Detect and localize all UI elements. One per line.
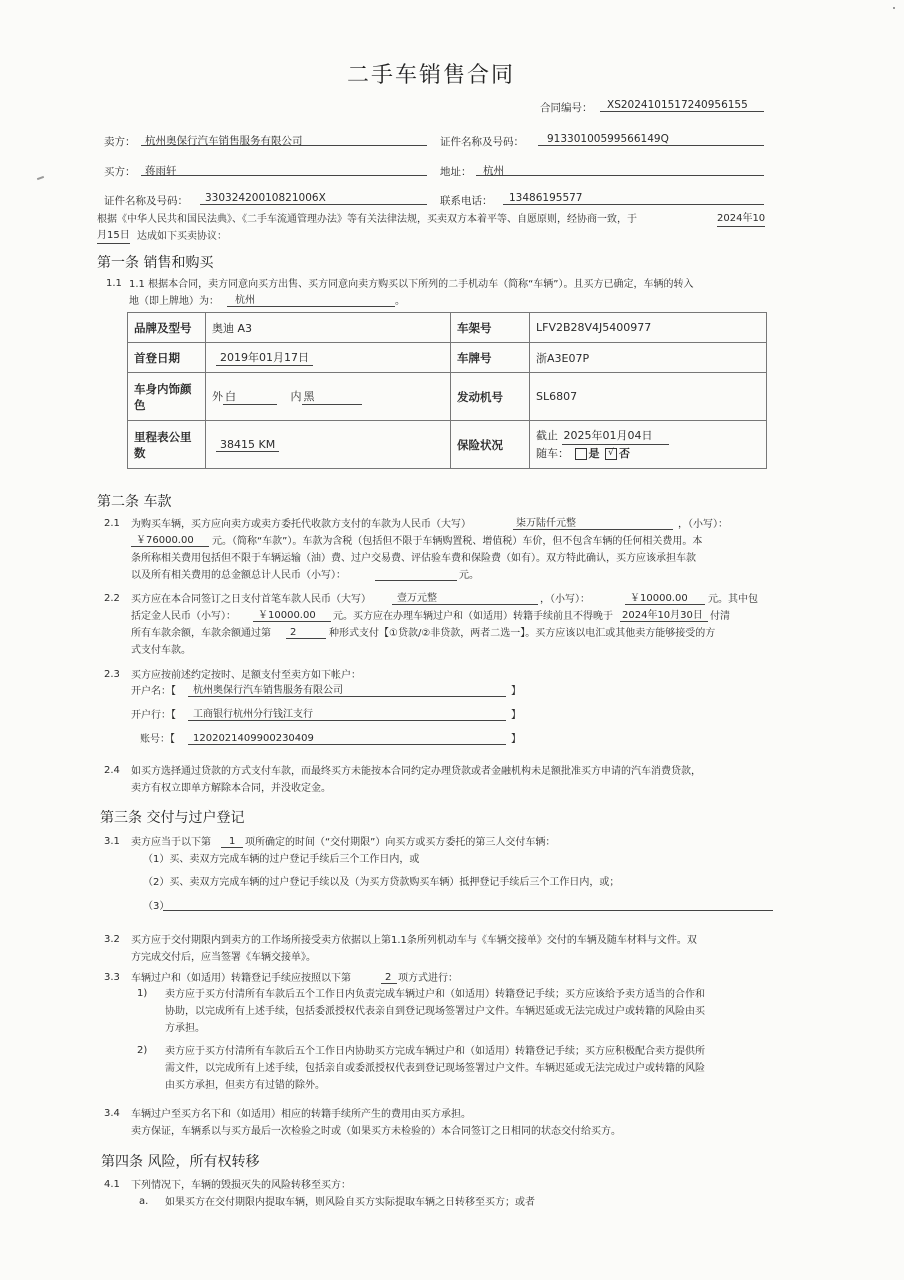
clause-3-3-item-1-text-c: 方承担。: [165, 1023, 205, 1034]
clause-3-1-text-a: 卖方应当于以下第: [131, 837, 211, 848]
clause-2-1-number: 2.1: [104, 518, 120, 529]
clause-3-1-text-c: 项所确定的时间（“交付期限”）向买方或买方委托的第三人交付车辆：: [245, 837, 556, 848]
clause-2-1-text-h: 元。: [459, 570, 479, 581]
clause-1-1-text-a: 1.1 根据本合同，卖方同意向买方出售、买方同意向卖方购买以下所列的二手机动车（简称“车辆”）。且买方已确定，车辆的转入: [129, 279, 694, 290]
clause-3-3-item-2-text-b: 需文件，以完成所有上述手续，包括亲自或委派授权代表到登记现场签署过户文件。车辆迟延或无法完成过户或转籍的风险: [165, 1063, 705, 1074]
insurance-until-label: 截止: [536, 429, 558, 442]
buyer-name: 蒋雨轩: [145, 165, 177, 177]
account-name-value: 杭州奥保行汽车销售服务有限公司: [193, 685, 343, 696]
intro-text-2: 达成如下买卖协议：: [137, 231, 227, 242]
account-name-label: 开户名：【: [131, 686, 176, 697]
clause-4-1-number: 4.1: [104, 1179, 120, 1190]
clause-2-1-text-a: 为购买车辆，买方应向卖方或卖方委托代收款方支付的车款为人民币（大写）: [131, 519, 471, 530]
buyer-id-value: 33032420010821006X: [205, 192, 326, 204]
vin-label: 车架号: [451, 313, 530, 343]
clause-3-3-text-c: 项方式进行：: [398, 973, 458, 984]
engine-label: 发动机号: [451, 373, 530, 421]
clause-2-1-text-f: 条所称相关费用包括但不限于车辆运输（油）费、过户交易费、评估验车费和保险费（如有）。双方特此确认，买方应该承担车款: [131, 553, 696, 564]
clause-3-3-item-2-number: 2): [137, 1045, 148, 1056]
insurance-yes-checkbox: [575, 448, 587, 460]
buyer-id-label: 证件名称及号码：: [104, 195, 188, 207]
color-cell: [206, 373, 451, 421]
buyer-label: 买方：: [104, 166, 136, 178]
clause-2-2-text-c: ，（小写）：: [540, 594, 590, 605]
article-4-title: 第四条 风险，所有权转移: [101, 1154, 260, 1170]
seller-id-value: 91330100599566149Q: [547, 133, 669, 145]
color-out-label: 外: [212, 390, 223, 403]
intro-date-1: 2024年10: [717, 211, 765, 227]
clause-2-1-amount-words: 柒万陆仟元整: [516, 518, 576, 529]
reg-date-value: 2019年01月17日: [216, 349, 313, 366]
clause-3-1-number: 3.1: [104, 836, 120, 847]
buyer-phone-label: 联系电话：: [440, 195, 493, 207]
article-1-title: 第一条 销售和购买: [97, 255, 214, 271]
intro-date-2: 月15日: [97, 228, 130, 244]
clause-2-1-text-c: ，（小写）：: [678, 519, 728, 530]
account-no-bracket: 】: [511, 734, 521, 745]
scan-speck: [893, 7, 895, 9]
clause-3-1-item-3: （3）: [143, 901, 170, 912]
buyer-phone-value: 13486195577: [509, 192, 583, 204]
clause-3-3-text-a: 车辆过户和（如适用）转籍登记手续应按照以下第: [131, 973, 351, 984]
clause-2-3-number: 2.3: [104, 669, 120, 680]
insurance-with-car-label: 随车：: [536, 447, 569, 460]
clause-3-1-item-1: （1）买、卖双方完成车辆的过户登记手续后三个工作日内，或: [143, 854, 420, 865]
insurance-yes-label: 是: [588, 447, 600, 460]
color-out-value: 白: [223, 388, 277, 405]
clause-3-3-item-1-text-a: 卖方应于买方付清所有车款后五个工作日内负责完成车辆过户和（如适用）转籍登记手续；买方应该给予卖方适当的合作和: [165, 989, 705, 1000]
clause-2-4-text-b: 卖方有权立即单方解除本合同，并没收定金。: [131, 783, 331, 794]
contract-title: 二手车销售合同: [347, 63, 516, 88]
account-bank-value: 工商银行杭州分行钱江支行: [193, 709, 313, 720]
seller-id-label: 证件名称及号码：: [440, 136, 524, 148]
clause-2-2-number: 2.2: [104, 593, 120, 604]
contract-no-value: XS20241015172409561​55: [607, 99, 748, 111]
buyer-addr-label: 地址：: [440, 166, 472, 178]
vehicle-info-table: [127, 312, 767, 469]
clause-2-2-text-j: 付清: [710, 611, 730, 622]
clause-1-1-end: 。: [395, 296, 405, 307]
clause-4-1-text-a: 下列情况下，车辆的毁损灭失的风险转移至买方：: [131, 1180, 351, 1191]
brand-label: 品牌及型号: [128, 313, 206, 343]
clause-3-4-text-a: 车辆过户至买方名下和（如适用）相应的转籍手续所产生的费用由买方承担。: [131, 1109, 471, 1120]
clause-3-3-item-2-text-c: 由买方承担，但卖方有过错的除外。: [165, 1080, 325, 1091]
clause-2-2-text-n: 式支付车款。: [131, 645, 191, 656]
clause-2-2-deposit: ￥10000.00: [258, 610, 316, 621]
buyer-addr-value: 杭州: [483, 165, 504, 177]
clause-3-3-option: 2: [385, 972, 392, 983]
insurance-no-checkbox: √: [605, 448, 617, 460]
plate-label: 车牌号: [451, 343, 530, 373]
clause-3-3-item-1-text-b: 协助，以完成所有上述手续，包括委派授权代表亲自到登记现场签署过户文件。车辆迟延或无法完成过户或转籍的风险由买: [165, 1006, 705, 1017]
insurance-label: 保险状况: [451, 421, 530, 469]
clause-2-2-text-m: 种形式支付【①贷款/②非贷款，两者二选一】。买方应该以电汇或其他卖方能够接受的方: [329, 628, 716, 639]
clause-2-2-text-a: 买方应在本合同签订之日支付首笔车款人民币（大写）: [131, 594, 371, 605]
insurance-no-label: 否: [619, 447, 630, 460]
seller-name: 杭州奥保行汽车销售服务有限公司: [145, 135, 303, 147]
intro-text-1: 根据《中华人民共和国民法典》、《二手车流通管理办法》等有关法律法规，买卖双方本着平等、自愿原则，经协商一致，于: [97, 214, 637, 225]
contract-no-label: 合同编号：: [540, 102, 593, 114]
mileage-value: 38415 KM: [216, 438, 279, 452]
clause-3-1-option: 1: [229, 836, 236, 847]
account-no-label: 账号：【: [140, 734, 175, 745]
clause-3-2-number: 3.2: [104, 934, 120, 945]
clause-3-4-text-b: 卖方保证，车辆系以与买方最后一次检验之时或（如果买方未检验的）本合同签订之日相同的状态交付给买方。: [131, 1126, 621, 1137]
clause-1-1-number: 1.1: [106, 278, 122, 289]
clause-2-2-deadline: 2024年10月30日: [622, 610, 703, 621]
account-no-value: 1202021409900230409: [193, 733, 314, 744]
account-bank-label: 开户行：【: [131, 710, 176, 721]
clause-4-1-item-a-letter: a.: [139, 1196, 149, 1207]
mileage-cell: [206, 421, 451, 469]
engine-value: SL6807: [530, 373, 767, 421]
clause-2-3-text: 买方应按前述约定按时、足额支付至卖方如下帐户：: [131, 670, 361, 681]
clause-2-2-method: 2: [290, 627, 297, 638]
clause-3-3-item-2-text-a: 卖方应于买方付清所有车款后五个工作日内协助买方完成车辆过户和（如适用）转籍登记手续；买方应积极配合卖方提供所: [165, 1046, 705, 1057]
clause-1-1-text-b: 地（即上牌地）为：: [129, 296, 219, 307]
color-label: 车身内饰颜色: [128, 373, 206, 421]
insurance-cell: [530, 421, 767, 469]
account-name-bracket: 】: [511, 686, 521, 697]
clause-3-3-item-1-number: 1): [137, 988, 148, 999]
scan-mark: [37, 176, 44, 180]
color-in-label: 内: [290, 390, 302, 403]
seller-label: 卖方：: [104, 136, 136, 148]
reg-date-cell: [206, 343, 451, 373]
clause-2-2-amount-words: 壹万元整: [397, 593, 437, 604]
article-2-title: 第二条 车款: [97, 494, 172, 510]
clause-2-1-text-e: 元。（简称“车款”）。车款为含税（包括但不限于车辆购置税、增值税）车价，但不包含车辆的任何相关费用。本: [212, 536, 703, 547]
clause-2-2-text-h: 元。买方应在办理车辆过户和（如适用）转籍手续前且不得晚于: [333, 611, 613, 622]
clause-2-4-number: 2.4: [104, 765, 120, 776]
clause-2-2-amount: ￥10000.00: [630, 593, 688, 604]
clause-2-1-text-g: 以及所有相关费用的总金额总计人民币（小写）：: [131, 570, 346, 581]
clause-3-2-text-b: 方完成交付后，应当签署《车辆交接单》。: [131, 952, 316, 963]
plate-value: 浙A3E07P: [530, 343, 767, 373]
clause-4-1-item-a-text: 如果买方在交付期限内提取车辆，则风险自买方实际提取车辆之日转移至买方；或者: [165, 1197, 535, 1208]
mileage-label: 里程表公里数: [128, 421, 206, 469]
clause-3-1-item-2: （2）买、卖双方完成车辆的过户登记手续以及（为买方贷款购买车辆）抵押登记手续后三个工作日内，或；: [143, 877, 620, 888]
account-bank-bracket: 】: [511, 710, 521, 721]
color-in-value: 黑: [302, 388, 362, 405]
clause-2-2-text-f: 括定金人民币（小写）：: [131, 611, 236, 622]
reg-date-label: 首登日期: [128, 343, 206, 373]
clause-2-1-amount: ￥76000.00: [136, 535, 194, 546]
clause-3-3-number: 3.3: [104, 972, 120, 983]
clause-2-4-text-a: 如买方选择通过贷款的方式支付车款，而最终买方未能按本合同约定办理贷款或者金融机构未足额批准买方申请的汽车消费贷款，: [131, 766, 701, 777]
brand-value: 奥迪 A3: [206, 313, 451, 343]
clause-2-2-text-k: 所有车款余额，车款余额通过第: [131, 628, 271, 639]
clause-3-4-number: 3.4: [104, 1108, 120, 1119]
vin-value: LFV2B28V4J5400977: [530, 313, 767, 343]
clause-3-2-text-a: 买方应于交付期限内到卖方的工作场所接受卖方依据以上第1.1条所列机动车与《车辆交接单》交付的车辆及随车材料与文件。双: [131, 935, 697, 946]
article-3-title: 第三条 交付与过户登记: [100, 810, 245, 826]
clause-1-1-place: 杭州: [235, 295, 255, 306]
clause-2-2-text-e: 元。其中包: [708, 594, 758, 605]
insurance-date: 2025年01月04日: [562, 427, 669, 445]
